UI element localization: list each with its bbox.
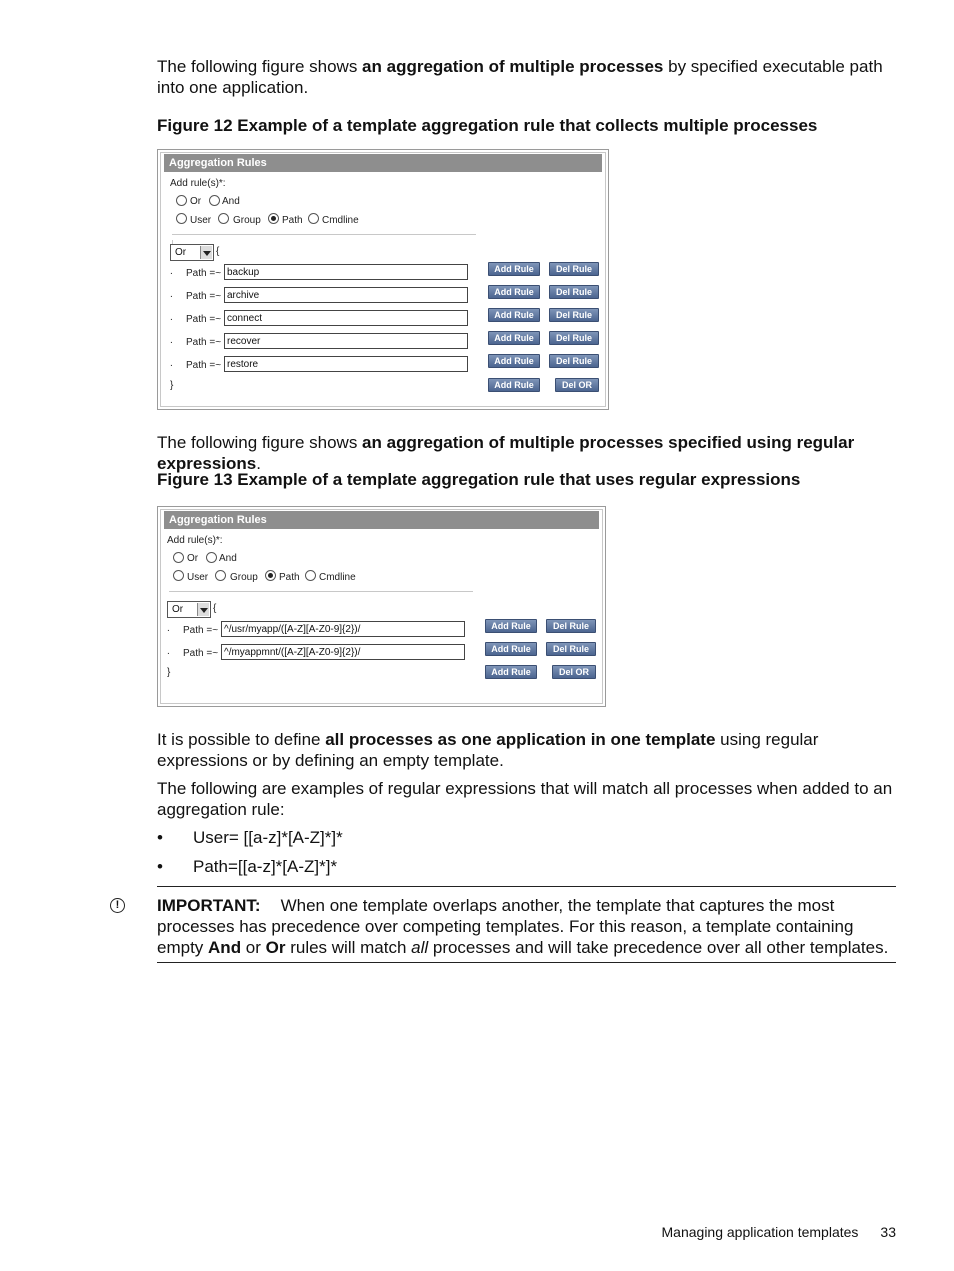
add-rule-button[interactable]: Add Rule	[488, 331, 540, 345]
radio-path[interactable]	[268, 213, 279, 224]
operator-select[interactable]: Or	[170, 244, 214, 261]
del-rule-button[interactable]: Del Rule	[549, 331, 599, 345]
open-brace: {	[213, 603, 217, 614]
intro1-text-end: by specified executable path into one application.	[157, 57, 883, 97]
row-dot: .	[170, 312, 173, 323]
panel-header: Aggregation Rules	[164, 154, 602, 172]
important-text: or	[241, 938, 266, 957]
important-icon: !	[110, 898, 125, 913]
list-item: • User= [[a-z]*[A-Z]*]*	[157, 827, 343, 856]
radio-path-label: Path	[279, 572, 300, 583]
del-rule-button[interactable]: Del Rule	[549, 262, 599, 276]
path-label: Path =~	[186, 337, 222, 348]
important-or: Or	[265, 938, 286, 957]
para3-text-end: using regular expressions or by defining an empty template.	[157, 730, 819, 770]
open-brace: {	[216, 246, 220, 257]
radio-cmdline[interactable]	[305, 570, 316, 581]
radio-cmdline-label: Cmdline	[319, 572, 356, 583]
path-label: Path =~	[186, 314, 222, 325]
separator	[172, 234, 476, 235]
path-label: Path =~	[186, 360, 222, 371]
radio-group[interactable]	[215, 570, 226, 581]
radio-and[interactable]	[206, 552, 217, 563]
row-dot: .	[167, 623, 170, 634]
del-or-button[interactable]: Del OR	[552, 665, 596, 679]
intro-paragraph-2	[157, 432, 917, 474]
radio-group-label: Group	[230, 572, 258, 583]
radio-or-label: Or	[187, 553, 199, 564]
path-input[interactable]: recover	[224, 333, 468, 349]
paragraph-3	[157, 729, 897, 771]
operator-select[interactable]: Or	[167, 601, 211, 618]
path-input[interactable]: backup	[224, 264, 468, 280]
path-input[interactable]: archive	[224, 287, 468, 303]
important-text: When one template overlaps another, the template that captures the most processes has precedence over competing templates. For this reason, a template containing empty	[157, 896, 854, 957]
path-input[interactable]: ^/myappmnt/([A-Z][A-Z0-9]{2})/	[221, 644, 465, 660]
chevron-down-icon[interactable]	[200, 246, 212, 259]
para3-bold: all processes as one application in one template	[325, 730, 716, 749]
del-or-button[interactable]: Del OR	[555, 378, 599, 392]
add-rule-button[interactable]: Add Rule	[488, 262, 540, 276]
page-footer	[662, 1224, 896, 1240]
add-rule-button[interactable]: Add Rule	[488, 378, 540, 392]
path-input[interactable]: restore	[224, 356, 468, 372]
intro1-bold: an aggregation of multiple processes	[362, 57, 664, 76]
add-rules-label: Add rule(s)*:	[170, 178, 226, 189]
radio-or[interactable]	[173, 552, 184, 563]
path-label: Path =~	[186, 268, 222, 279]
add-rule-button[interactable]: Add Rule	[488, 354, 540, 368]
path-label: Path =~	[183, 648, 219, 659]
row-dot: .	[170, 335, 173, 346]
important-note	[157, 895, 897, 958]
add-rule-button[interactable]: Add Rule	[485, 642, 537, 656]
chevron-down-icon[interactable]	[197, 603, 209, 616]
regex-bullet-list	[157, 827, 343, 885]
intro1-text: The following figure shows	[157, 57, 363, 76]
del-rule-button[interactable]: Del Rule	[549, 308, 599, 322]
radio-group[interactable]	[218, 213, 229, 224]
path-input[interactable]: connect	[224, 310, 468, 326]
intro-paragraph-1	[157, 56, 897, 98]
add-rule-button[interactable]: Add Rule	[488, 285, 540, 299]
footer-section: Managing application templates	[661, 1224, 859, 1240]
panel-header: Aggregation Rules	[164, 511, 599, 529]
important-text: rules will match	[285, 938, 412, 957]
intro2-text-end: .	[256, 454, 261, 473]
row-dot: .	[170, 289, 173, 300]
radio-user-label: User	[187, 572, 209, 583]
separator	[169, 591, 473, 592]
page-number: 33	[880, 1224, 896, 1240]
radio-cmdline-label: Cmdline	[322, 215, 359, 226]
figure-12-title: Figure 12 Example of a template aggregation rule that collects multiple processes	[157, 116, 818, 135]
radio-and-label: And	[219, 553, 237, 564]
radio-and-label: And	[222, 196, 240, 207]
figure-12-screenshot	[157, 149, 609, 410]
del-rule-button[interactable]: Del Rule	[546, 642, 596, 656]
del-rule-button[interactable]: Del Rule	[549, 285, 599, 299]
path-input[interactable]: ^/usr/myapp/([A-Z][A-Z0-9]{2})/	[221, 621, 465, 637]
add-rule-button[interactable]: Add Rule	[485, 665, 537, 679]
del-rule-button[interactable]: Del Rule	[546, 619, 596, 633]
paragraph-4: The following are examples of regular expressions that will match all processes when added to an aggregation rule:	[157, 779, 893, 819]
radio-user-label: User	[190, 215, 212, 226]
figure-13-screenshot	[157, 506, 606, 707]
close-brace: }	[167, 667, 171, 678]
radio-and[interactable]	[209, 195, 220, 206]
important-all: all	[411, 938, 429, 957]
intro2-bold: an aggregation of multiple processes specified using regular expressions	[157, 433, 855, 473]
radio-or[interactable]	[176, 195, 187, 206]
note-top-rule	[157, 886, 896, 887]
add-rule-button[interactable]: Add Rule	[488, 308, 540, 322]
important-and: And	[208, 938, 242, 957]
radio-or-label: Or	[190, 196, 202, 207]
figure-13-title: Figure 13 Example of a template aggregation rule that uses regular expressions	[157, 470, 801, 489]
note-bottom-rule	[157, 962, 896, 963]
radio-cmdline[interactable]	[308, 213, 319, 224]
add-rule-button[interactable]: Add Rule	[485, 619, 537, 633]
path-label: Path =~	[186, 291, 222, 302]
intro2-text: The following figure shows	[157, 433, 363, 452]
para3-text: It is possible to define	[157, 730, 326, 749]
del-rule-button[interactable]: Del Rule	[549, 354, 599, 368]
radio-path[interactable]	[265, 570, 276, 581]
radio-path-label: Path	[282, 215, 303, 226]
row-dot: .	[170, 266, 173, 277]
important-label: IMPORTANT:	[157, 896, 261, 915]
radio-user[interactable]	[176, 213, 187, 224]
add-rules-label: Add rule(s)*:	[167, 535, 223, 546]
row-dot: .	[167, 646, 170, 657]
list-item: • Path=[[a-z]*[A-Z]*]*	[157, 856, 343, 885]
close-brace: }	[170, 380, 174, 391]
important-text: processes and will take precedence over all other templates.	[428, 938, 889, 957]
row-dot: .	[170, 358, 173, 369]
path-label: Path =~	[183, 625, 219, 636]
radio-user[interactable]	[173, 570, 184, 581]
radio-group-label: Group	[233, 215, 261, 226]
